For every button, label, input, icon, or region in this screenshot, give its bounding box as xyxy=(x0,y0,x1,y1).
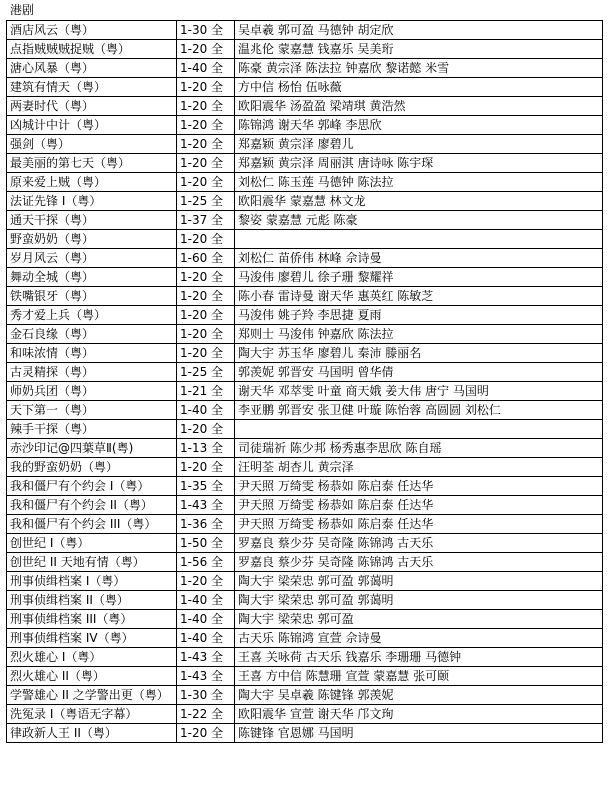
cast-list: 陈小春 雷诗曼 谢天华 惠英红 陈敏芝 xyxy=(235,287,603,306)
drama-title: 金石良缘（粤） xyxy=(7,325,177,344)
table-row xyxy=(7,230,603,249)
drama-title: 创世纪 I（粤） xyxy=(7,534,177,553)
drama-title: 刑事侦缉档案 I（粤） xyxy=(7,572,177,591)
episode-range: 1-20 全 xyxy=(177,135,235,154)
episode-range: 1-40 全 xyxy=(177,59,235,78)
drama-title: 最美丽的第七天（粤） xyxy=(7,154,177,173)
episode-range: 1-30 全 xyxy=(177,21,235,40)
drama-title: 建筑有情天（粤） xyxy=(7,78,177,97)
episode-range: 1-20 全 xyxy=(177,268,235,287)
episode-range: 1-20 全 xyxy=(177,325,235,344)
episode-range: 1-43 全 xyxy=(177,496,235,515)
episode-range: 1-20 全 xyxy=(177,40,235,59)
episode-range: 1-40 全 xyxy=(177,629,235,648)
cast-list: 陶大宇 梁荣忠 郭可盈 xyxy=(235,610,603,629)
episode-range: 1-40 全 xyxy=(177,610,235,629)
drama-title: 烈火雄心 II（粤） xyxy=(7,667,177,686)
cast-list: 黎姿 蒙嘉慧 元彪 陈豪 xyxy=(235,211,603,230)
cast-list: 郑则士 马浚伟 钟嘉欣 陈法拉 xyxy=(235,325,603,344)
cast-list xyxy=(235,230,603,249)
cast-list: 汪明荃 胡杏儿 黄宗泽 xyxy=(235,458,603,477)
drama-title: 法证先锋 I（粤） xyxy=(7,192,177,211)
drama-title: 刑事侦缉档案 III（粤） xyxy=(7,610,177,629)
episode-range: 1-60 全 xyxy=(177,249,235,268)
table-row xyxy=(7,116,603,135)
cast-list: 古天乐 陈锦鸿 宣萱 佘诗曼 xyxy=(235,629,603,648)
cast-list: 陈豪 黄宗泽 陈法拉 钟嘉欣 黎诺懿 米雪 xyxy=(235,59,603,78)
cast-list: 欧阳震华 宣萱 谢天华 邝文珣 xyxy=(235,705,603,724)
episode-range: 1-20 全 xyxy=(177,116,235,135)
table-row xyxy=(7,553,603,572)
episode-range: 1-20 全 xyxy=(177,420,235,439)
drama-title: 岁月风云（粤） xyxy=(7,249,177,268)
table-row xyxy=(7,192,603,211)
drama-title: 野蛮奶奶（粤） xyxy=(7,230,177,249)
table-row xyxy=(7,477,603,496)
table-row xyxy=(7,572,603,591)
drama-table xyxy=(6,20,603,743)
table-row xyxy=(7,97,603,116)
drama-title: 我和僵尸有个约会 III（粤） xyxy=(7,515,177,534)
table-row xyxy=(7,724,603,743)
drama-title: 辣手干探（粤） xyxy=(7,420,177,439)
episode-range: 1-35 全 xyxy=(177,477,235,496)
table-row xyxy=(7,249,603,268)
table-row xyxy=(7,382,603,401)
table-row xyxy=(7,135,603,154)
episode-range: 1-25 全 xyxy=(177,363,235,382)
drama-title: 师奶兵团（粤） xyxy=(7,382,177,401)
cast-list: 王喜 方中信 陈慧珊 宣萱 蒙嘉慧 张可颐 xyxy=(235,667,603,686)
table-row xyxy=(7,268,603,287)
episode-range: 1-20 全 xyxy=(177,287,235,306)
drama-title: 酒店风云（粤） xyxy=(7,21,177,40)
cast-list: 尹天照 万绮雯 杨恭如 陈启泰 任达华 xyxy=(235,515,603,534)
drama-title: 我和僵尸有个约会 II（粤） xyxy=(7,496,177,515)
cast-list: 欧阳震华 蒙嘉慧 林文龙 xyxy=(235,192,603,211)
episode-range: 1-40 全 xyxy=(177,401,235,420)
table-row xyxy=(7,439,603,458)
table-row xyxy=(7,534,603,553)
cast-list: 罗嘉良 蔡少芬 吴奇隆 陈锦鸿 古天乐 xyxy=(235,553,603,572)
drama-title: 通天干探（粤） xyxy=(7,211,177,230)
drama-table-body xyxy=(7,21,603,743)
drama-title: 古灵精探（粤） xyxy=(7,363,177,382)
episode-range: 1-20 全 xyxy=(177,724,235,743)
table-row xyxy=(7,610,603,629)
drama-title: 洗冤录 I（粤语无字幕） xyxy=(7,705,177,724)
table-row xyxy=(7,78,603,97)
cast-list: 马浚伟 廖碧儿 徐子珊 黎耀祥 xyxy=(235,268,603,287)
cast-list: 谢天华 邓萃雯 叶童 商天娥 姜大伟 唐宁 马国明 xyxy=(235,382,603,401)
episode-range: 1-50 全 xyxy=(177,534,235,553)
cast-list: 郭羡妮 郭晋安 马国明 曾华倩 xyxy=(235,363,603,382)
episode-range: 1-43 全 xyxy=(177,648,235,667)
episode-range: 1-20 全 xyxy=(177,306,235,325)
cast-list xyxy=(235,420,603,439)
episode-range: 1-20 全 xyxy=(177,572,235,591)
table-row xyxy=(7,515,603,534)
drama-title: 点指贼贼贼捉贼（粤） xyxy=(7,40,177,59)
cast-list: 郑嘉颖 黄宗泽 廖碧儿 xyxy=(235,135,603,154)
table-row xyxy=(7,325,603,344)
cast-list: 马浚伟 姚子羚 李思捷 夏雨 xyxy=(235,306,603,325)
drama-title: 秀才爱上兵（粤） xyxy=(7,306,177,325)
cast-list: 罗嘉良 蔡少芬 吴奇隆 陈锦鸿 古天乐 xyxy=(235,534,603,553)
table-row xyxy=(7,629,603,648)
table-row xyxy=(7,686,603,705)
episode-range: 1-43 全 xyxy=(177,667,235,686)
episode-range: 1-30 全 xyxy=(177,686,235,705)
table-row xyxy=(7,496,603,515)
drama-title: 两妻时代（粤） xyxy=(7,97,177,116)
drama-title: 刑事侦缉档案 II（粤） xyxy=(7,591,177,610)
table-row xyxy=(7,21,603,40)
table-row xyxy=(7,458,603,477)
page-heading: 港剧 xyxy=(10,3,35,17)
cast-list: 陈锦鸿 谢天华 郭峰 李思欣 xyxy=(235,116,603,135)
table-row xyxy=(7,420,603,439)
cast-list: 欧阳震华 汤盈盈 梁靖琪 黄浩然 xyxy=(235,97,603,116)
episode-range: 1-13 全 xyxy=(177,439,235,458)
cast-list: 刘松仁 陈玉莲 马德钟 陈法拉 xyxy=(235,173,603,192)
table-row xyxy=(7,287,603,306)
table-row xyxy=(7,344,603,363)
drama-title: 我和僵尸有个约会 I（粤） xyxy=(7,477,177,496)
episode-range: 1-20 全 xyxy=(177,154,235,173)
drama-title: 强剑（粤） xyxy=(7,135,177,154)
cast-list: 司徒瑞祈 陈少邦 杨秀惠李思欣 陈自瑶 xyxy=(235,439,603,458)
cast-list: 李亚鹏 郭晋安 张卫健 叶璇 陈怡蓉 高圆圆 刘松仁 xyxy=(235,401,603,420)
table-row xyxy=(7,173,603,192)
table-row xyxy=(7,667,603,686)
episode-range: 1-36 全 xyxy=(177,515,235,534)
cast-list: 王喜 关咏荷 古天乐 钱嘉乐 李珊珊 马德钟 xyxy=(235,648,603,667)
episode-range: 1-37 全 xyxy=(177,211,235,230)
episode-range: 1-20 全 xyxy=(177,78,235,97)
table-row xyxy=(7,705,603,724)
table-row xyxy=(7,40,603,59)
cast-list: 陶大宇 梁荣忠 郭可盈 郭蔼明 xyxy=(235,591,603,610)
cast-list: 陈键锋 官恩娜 马国明 xyxy=(235,724,603,743)
table-row xyxy=(7,401,603,420)
episode-range: 1-20 全 xyxy=(177,97,235,116)
drama-title: 铁嘴银牙（粤） xyxy=(7,287,177,306)
table-row xyxy=(7,363,603,382)
episode-range: 1-20 全 xyxy=(177,458,235,477)
episode-range: 1-21 全 xyxy=(177,382,235,401)
cast-list: 陶大宇 吴卓羲 陈键锋 郭羡妮 xyxy=(235,686,603,705)
drama-title: 刑事侦缉档案 IV（粤） xyxy=(7,629,177,648)
cast-list: 吴卓羲 郭可盈 马德钟 胡定欣 xyxy=(235,21,603,40)
table-row xyxy=(7,306,603,325)
episode-range: 1-22 全 xyxy=(177,705,235,724)
drama-title: 凶城计中计（粤） xyxy=(7,116,177,135)
table-row xyxy=(7,154,603,173)
cast-list: 郑嘉颖 黄宗泽 周丽淇 唐诗咏 陈宇琛 xyxy=(235,154,603,173)
drama-title: 学警雄心 II 之学警出更（粤） xyxy=(7,686,177,705)
cast-list: 陶大宇 梁荣忠 郭可盈 郭蔼明 xyxy=(235,572,603,591)
table-row xyxy=(7,211,603,230)
cast-list: 刘松仁 苗侨伟 林峰 佘诗曼 xyxy=(235,249,603,268)
table-row xyxy=(7,648,603,667)
cast-list: 尹天照 万绮雯 杨恭如 陈启泰 任达华 xyxy=(235,477,603,496)
cast-list: 方中信 杨怡 伍咏薇 xyxy=(235,78,603,97)
episode-range: 1-20 全 xyxy=(177,344,235,363)
episode-range: 1-20 全 xyxy=(177,173,235,192)
episode-range: 1-20 全 xyxy=(177,230,235,249)
drama-title: 我的野蛮奶奶（粤） xyxy=(7,458,177,477)
drama-title: 原来爱上贼（粤） xyxy=(7,173,177,192)
drama-title: 赤沙印记@四葉草Ⅱ(粤) xyxy=(7,439,177,458)
table-row xyxy=(7,59,603,78)
episode-range: 1-25 全 xyxy=(177,192,235,211)
episode-range: 1-40 全 xyxy=(177,591,235,610)
drama-title: 天下第一（粤） xyxy=(7,401,177,420)
drama-title: 和味浓情（粤） xyxy=(7,344,177,363)
drama-title: 溏心风暴（粤） xyxy=(7,59,177,78)
cast-list: 温兆伦 蒙嘉慧 钱嘉乐 吴美珩 xyxy=(235,40,603,59)
cast-list: 陶大宇 苏玉华 廖碧儿 秦沛 滕丽名 xyxy=(235,344,603,363)
table-row xyxy=(7,591,603,610)
drama-title: 舞动全城（粤） xyxy=(7,268,177,287)
drama-title: 烈火雄心 I（粤） xyxy=(7,648,177,667)
episode-range: 1-56 全 xyxy=(177,553,235,572)
drama-title: 创世纪 II 天地有情（粤） xyxy=(7,553,177,572)
cast-list: 尹天照 万绮雯 杨恭如 陈启泰 任达华 xyxy=(235,496,603,515)
drama-title: 律政新人王 II（粤） xyxy=(7,724,177,743)
